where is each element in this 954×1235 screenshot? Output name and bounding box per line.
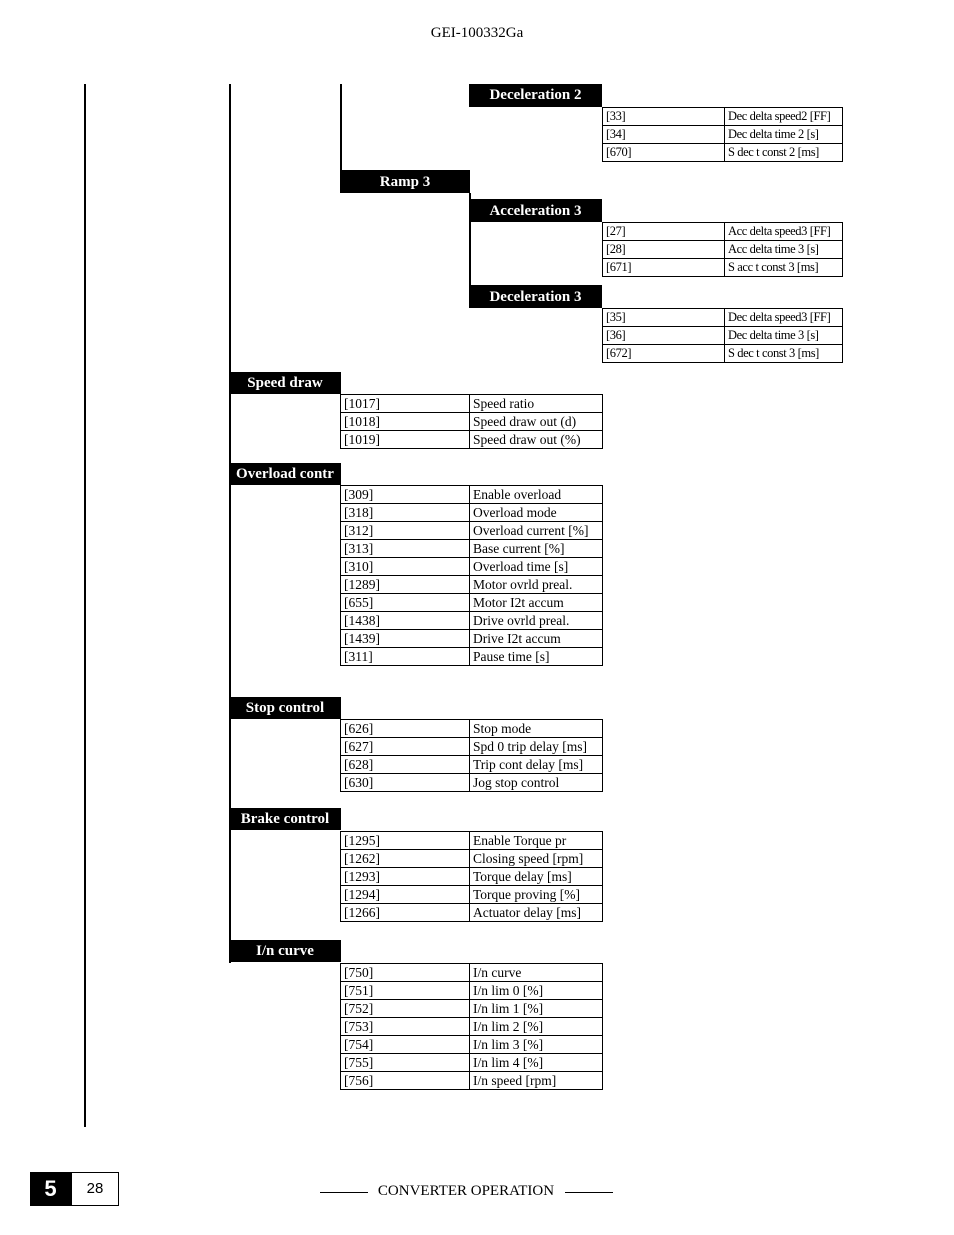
table-row[interactable] xyxy=(341,395,603,413)
param-id: [627] xyxy=(341,738,470,756)
param-name: Torque delay [ms] xyxy=(470,868,603,886)
table-row[interactable] xyxy=(603,327,843,345)
param-id: [756] xyxy=(341,1072,470,1090)
section-header-accel3[interactable]: Acceleration 3 xyxy=(469,200,602,222)
param-id: [318] xyxy=(341,504,470,522)
table-row[interactable] xyxy=(341,850,603,868)
param-name: Dec delta speed3 [FF] xyxy=(725,309,843,327)
section-header-decel2[interactable]: Deceleration 2 xyxy=(469,84,602,106)
table-row[interactable] xyxy=(603,144,843,162)
param-name: Dec delta time 2 [s] xyxy=(725,126,843,144)
table-row[interactable] xyxy=(341,964,603,982)
tree-line-level1 xyxy=(229,84,231,963)
param-table-overload xyxy=(340,485,603,666)
param-id: [672] xyxy=(603,345,725,363)
param-id: [312] xyxy=(341,522,470,540)
footer-title: CONVERTER OPERATION xyxy=(377,1183,555,1199)
table-row[interactable] xyxy=(341,1000,603,1018)
table-row[interactable] xyxy=(341,1054,603,1072)
param-name: Speed ratio xyxy=(470,395,603,413)
table-row[interactable] xyxy=(341,522,603,540)
param-name: Speed draw out (d) xyxy=(470,413,603,431)
param-id: [1262] xyxy=(341,850,470,868)
param-name: Spd 0 trip delay [ms] xyxy=(470,738,603,756)
section-header-speed-draw[interactable]: Speed draw xyxy=(229,372,341,394)
table-row[interactable] xyxy=(341,774,603,792)
table-row[interactable] xyxy=(341,413,603,431)
param-table-in-curve xyxy=(340,963,603,1090)
param-name: I/n lim 3 [%] xyxy=(470,1036,603,1054)
table-row[interactable] xyxy=(603,126,843,144)
param-id: [753] xyxy=(341,1018,470,1036)
param-id: [1289] xyxy=(341,576,470,594)
section-header-decel3[interactable]: Deceleration 3 xyxy=(469,286,602,308)
table-row[interactable] xyxy=(603,223,843,241)
table-row[interactable] xyxy=(341,982,603,1000)
param-name: Overload mode xyxy=(470,504,603,522)
table-row[interactable] xyxy=(341,504,603,522)
param-table-decel2 xyxy=(602,107,843,162)
table-row[interactable] xyxy=(341,832,603,850)
param-name: Drive I2t accum xyxy=(470,630,603,648)
param-name: Torque proving [%] xyxy=(470,886,603,904)
table-row[interactable] xyxy=(603,241,843,259)
param-name: Closing speed [rpm] xyxy=(470,850,603,868)
param-id: [33] xyxy=(603,108,725,126)
page-number: 28 xyxy=(71,1172,119,1206)
param-id: [754] xyxy=(341,1036,470,1054)
param-id: [1294] xyxy=(341,886,470,904)
footer-rule-right xyxy=(565,1192,613,1193)
param-name: I/n curve xyxy=(470,964,603,982)
table-row[interactable] xyxy=(341,720,603,738)
param-id: [670] xyxy=(603,144,725,162)
param-id: [28] xyxy=(603,241,725,259)
param-name: Trip cont delay [ms] xyxy=(470,756,603,774)
param-id: [626] xyxy=(341,720,470,738)
section-header-overload[interactable]: Overload contr xyxy=(229,463,341,485)
table-row[interactable] xyxy=(341,594,603,612)
document-id: GEI-100332Ga xyxy=(430,25,524,41)
param-id: [27] xyxy=(603,223,725,241)
table-row[interactable] xyxy=(341,648,603,666)
param-name: Pause time [s] xyxy=(470,648,603,666)
param-name: Motor ovrld preal. xyxy=(470,576,603,594)
param-id: [313] xyxy=(341,540,470,558)
param-id: [310] xyxy=(341,558,470,576)
param-name: Overload current [%] xyxy=(470,522,603,540)
table-row[interactable] xyxy=(341,612,603,630)
section-header-in-curve[interactable]: I/n curve xyxy=(229,940,341,962)
table-row[interactable] xyxy=(341,904,603,922)
param-id: [309] xyxy=(341,486,470,504)
table-row[interactable] xyxy=(603,259,843,277)
param-id: [628] xyxy=(341,756,470,774)
param-table-accel3 xyxy=(602,222,843,277)
table-row[interactable] xyxy=(341,738,603,756)
param-id: [671] xyxy=(603,259,725,277)
chapter-number: 5 xyxy=(30,1172,71,1206)
param-id: [1018] xyxy=(341,413,470,431)
param-id: [34] xyxy=(603,126,725,144)
param-name: I/n lim 0 [%] xyxy=(470,982,603,1000)
param-name: Acc delta speed3 [FF] xyxy=(725,223,843,241)
param-name: I/n lim 1 [%] xyxy=(470,1000,603,1018)
table-row[interactable] xyxy=(603,345,843,363)
param-id: [752] xyxy=(341,1000,470,1018)
param-id: [630] xyxy=(341,774,470,792)
param-name: Overload time [s] xyxy=(470,558,603,576)
table-row[interactable] xyxy=(341,576,603,594)
param-table-speed-draw xyxy=(340,394,603,449)
param-name: Stop mode xyxy=(470,720,603,738)
param-name: Jog stop control xyxy=(470,774,603,792)
param-id: [655] xyxy=(341,594,470,612)
table-row[interactable] xyxy=(341,558,603,576)
param-id: [1439] xyxy=(341,630,470,648)
param-name: S dec t const 2 [ms] xyxy=(725,144,843,162)
param-id: [1438] xyxy=(341,612,470,630)
param-id: [1017] xyxy=(341,395,470,413)
param-name: Motor I2t accum xyxy=(470,594,603,612)
param-id: [751] xyxy=(341,982,470,1000)
margin-rule xyxy=(84,84,86,1127)
table-row[interactable] xyxy=(341,431,603,449)
param-name: Enable overload xyxy=(470,486,603,504)
param-name: S acc t const 3 [ms] xyxy=(725,259,843,277)
table-row[interactable] xyxy=(341,540,603,558)
section-header-ramp3[interactable]: Ramp 3 xyxy=(340,171,470,193)
table-row[interactable] xyxy=(603,309,843,327)
table-row[interactable] xyxy=(341,486,603,504)
table-row[interactable] xyxy=(341,630,603,648)
param-name: Acc delta time 3 [s] xyxy=(725,241,843,259)
param-id: [1295] xyxy=(341,832,470,850)
section-header-stop-control[interactable]: Stop control xyxy=(229,697,341,719)
param-name: Dec delta speed2 [FF] xyxy=(725,108,843,126)
param-id: [36] xyxy=(603,327,725,345)
table-row[interactable] xyxy=(603,108,843,126)
table-row[interactable] xyxy=(341,1018,603,1036)
table-row[interactable] xyxy=(341,1036,603,1054)
table-row[interactable] xyxy=(341,1072,603,1090)
param-id: [35] xyxy=(603,309,725,327)
param-name: Actuator delay [ms] xyxy=(470,904,603,922)
param-table-brake-control xyxy=(340,831,603,922)
param-id: [1019] xyxy=(341,431,470,449)
table-row[interactable] xyxy=(341,756,603,774)
table-row[interactable] xyxy=(341,868,603,886)
param-name: Drive ovrld preal. xyxy=(470,612,603,630)
param-name: I/n speed [rpm] xyxy=(470,1072,603,1090)
tree-branch-decel2 xyxy=(469,106,602,107)
param-name: Enable Torque pr xyxy=(470,832,603,850)
param-name: Speed draw out (%) xyxy=(470,431,603,449)
param-id: [1266] xyxy=(341,904,470,922)
param-name: I/n lim 2 [%] xyxy=(470,1018,603,1036)
table-row[interactable] xyxy=(341,886,603,904)
param-id: [311] xyxy=(341,648,470,666)
param-table-stop-control xyxy=(340,719,603,792)
param-name: Dec delta time 3 [s] xyxy=(725,327,843,345)
param-table-decel3 xyxy=(602,308,843,363)
param-id: [1293] xyxy=(341,868,470,886)
param-name: S dec t const 3 [ms] xyxy=(725,345,843,363)
section-header-brake-control[interactable]: Brake control xyxy=(229,808,341,830)
param-name: I/n lim 4 [%] xyxy=(470,1054,603,1072)
param-name: Base current [%] xyxy=(470,540,603,558)
param-id: [750] xyxy=(341,964,470,982)
param-id: [755] xyxy=(341,1054,470,1072)
